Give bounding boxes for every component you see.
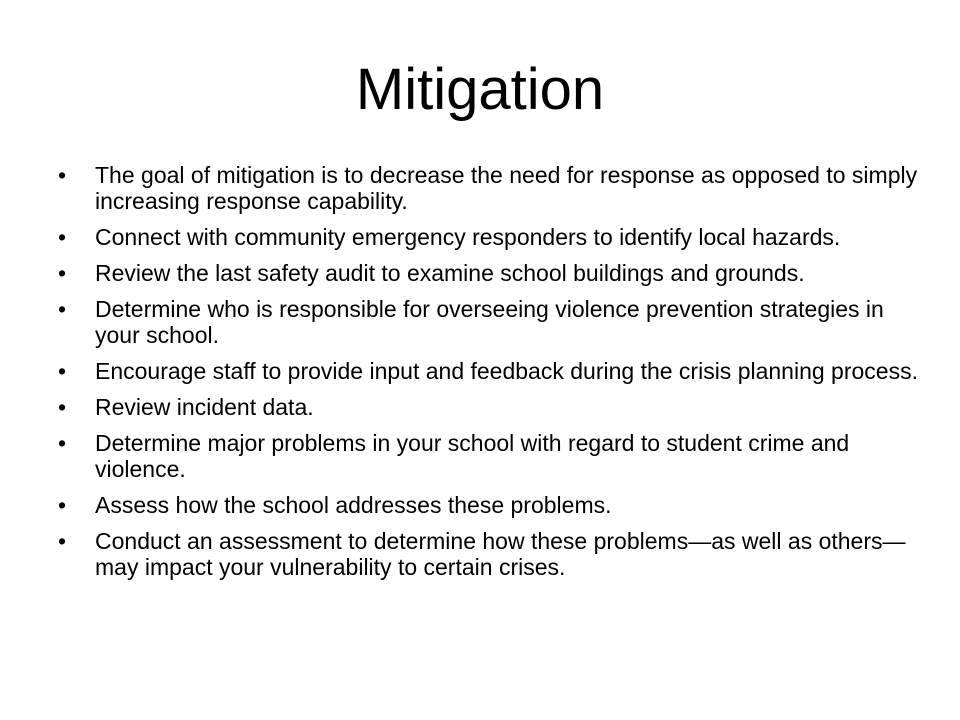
bullet-icon: • — [58, 430, 67, 456]
bullet-item — [58, 394, 920, 420]
bullet-list — [58, 162, 920, 590]
bullet-icon: • — [58, 162, 67, 188]
bullet-item — [58, 224, 920, 250]
bullet-icon: • — [58, 224, 67, 250]
bullet-item — [58, 492, 920, 518]
bullet-icon: • — [58, 394, 67, 420]
bullet-text: Assess how the school addresses these problems. — [95, 492, 612, 518]
bullet-text: Determine who is responsible for overseeing violence prevention strategies in your school. — [95, 296, 884, 348]
bullet-text: Review incident data. — [95, 394, 314, 420]
bullet-text: Connect with community emergency responders to identify local hazards. — [95, 224, 841, 250]
bullet-item — [58, 358, 920, 384]
bullet-text: Review the last safety audit to examine school buildings and grounds. — [95, 260, 805, 286]
bullet-icon: • — [58, 528, 67, 554]
bullet-text: Determine major problems in your school with regard to student crime and violence. — [95, 430, 850, 482]
bullet-icon: • — [58, 492, 67, 518]
bullet-item — [58, 528, 920, 580]
bullet-item — [58, 162, 920, 214]
bullet-icon: • — [58, 358, 67, 384]
bullet-icon: • — [58, 260, 67, 286]
bullet-icon: • — [58, 296, 67, 322]
bullet-text: Conduct an assessment to determine how these problems—as well as others—may impact your vulnerability to certain crises. — [95, 528, 906, 580]
slide-title: Mitigation — [355, 57, 605, 122]
bullet-text: The goal of mitigation is to decrease the need for response as opposed to simply increasing response capability. — [95, 162, 918, 214]
bullet-text: Encourage staff to provide input and feedback during the crisis planning process. — [95, 358, 918, 384]
bullet-item — [58, 296, 920, 348]
bullet-item — [58, 430, 920, 482]
bullet-item — [58, 260, 920, 286]
